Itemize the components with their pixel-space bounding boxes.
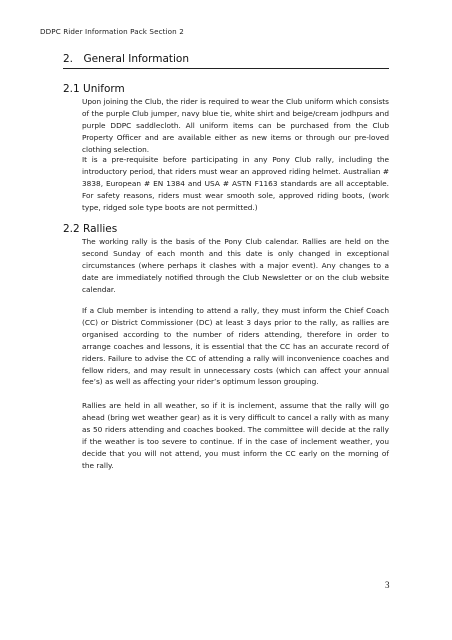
rallies-paragraph: Rallies are held in all weather, so if it is inclement, assume that the rally will go ahead (bring wet weather gear) as it is very difficult to cancel a rally with as many as 50 riders attending and coaches booked. The committee will decide at the rally if the weather is too severe to continue. If in the case of inclement weather, you decide that you will not attend, you must inform the CC early on the morning of the rally.	[82, 401, 389, 470]
rallies-heading: 2.2 Rallies	[63, 223, 118, 235]
page-number: 3	[385, 580, 390, 590]
section-heading: 2. General Information	[63, 53, 190, 65]
uniform-heading: 2.1 Uniform	[63, 83, 125, 95]
rallies-paragraph: If a Club member is intending to attend a rally, they must inform the Chief Coach (CC) or District Commissioner (DC) at least 3 days prior to the rally, as rallies are organised according to the number of riders attending, therefore in order to arrange coaches and lessons, it is essential that the CC has an accurate record of riders. Failure to advise the CC of attending a rally will inconvenience coaches and fellow riders, and may result in unnecessary costs (which can affect your annual fee’s) as well as affecting your rider’s optimum lesson grouping.	[82, 306, 389, 387]
section-divider	[63, 68, 389, 69]
uniform-paragraph: Upon joining the Club, the rider is required to wear the Club uniform which consists of the purple Club jumper, navy blue tie, white shirt and beige/cream jodhpurs and purple DDPC saddlecloth. All uniform items can be purchased from the Club Property Officer and are available either as new items or through our pre-loved clothing selection.	[82, 97, 389, 154]
page-header: DDPC Rider Information Pack Section 2	[40, 27, 184, 36]
rallies-paragraph: The working rally is the basis of the Pony Club calendar. Rallies are held on the second Sunday of each month and this date is only changed in exceptional circumstances (where perhaps it clashes with a major event). Any changes to a date are immediately notified through the Club Newsletter or on the club website calendar.	[82, 237, 389, 294]
uniform-paragraph: It is a pre-requisite before participating in any Pony Club rally, including the introductory period, that riders must wear an approved riding helmet. Australian # 3838, European # EN 1384 and USA # ASTN F1163 standards are all acceptable. For safety reasons, riders must wear smooth sole, approved riding boots, (work type, ridged sole type boots are not permitted.)	[82, 155, 389, 212]
